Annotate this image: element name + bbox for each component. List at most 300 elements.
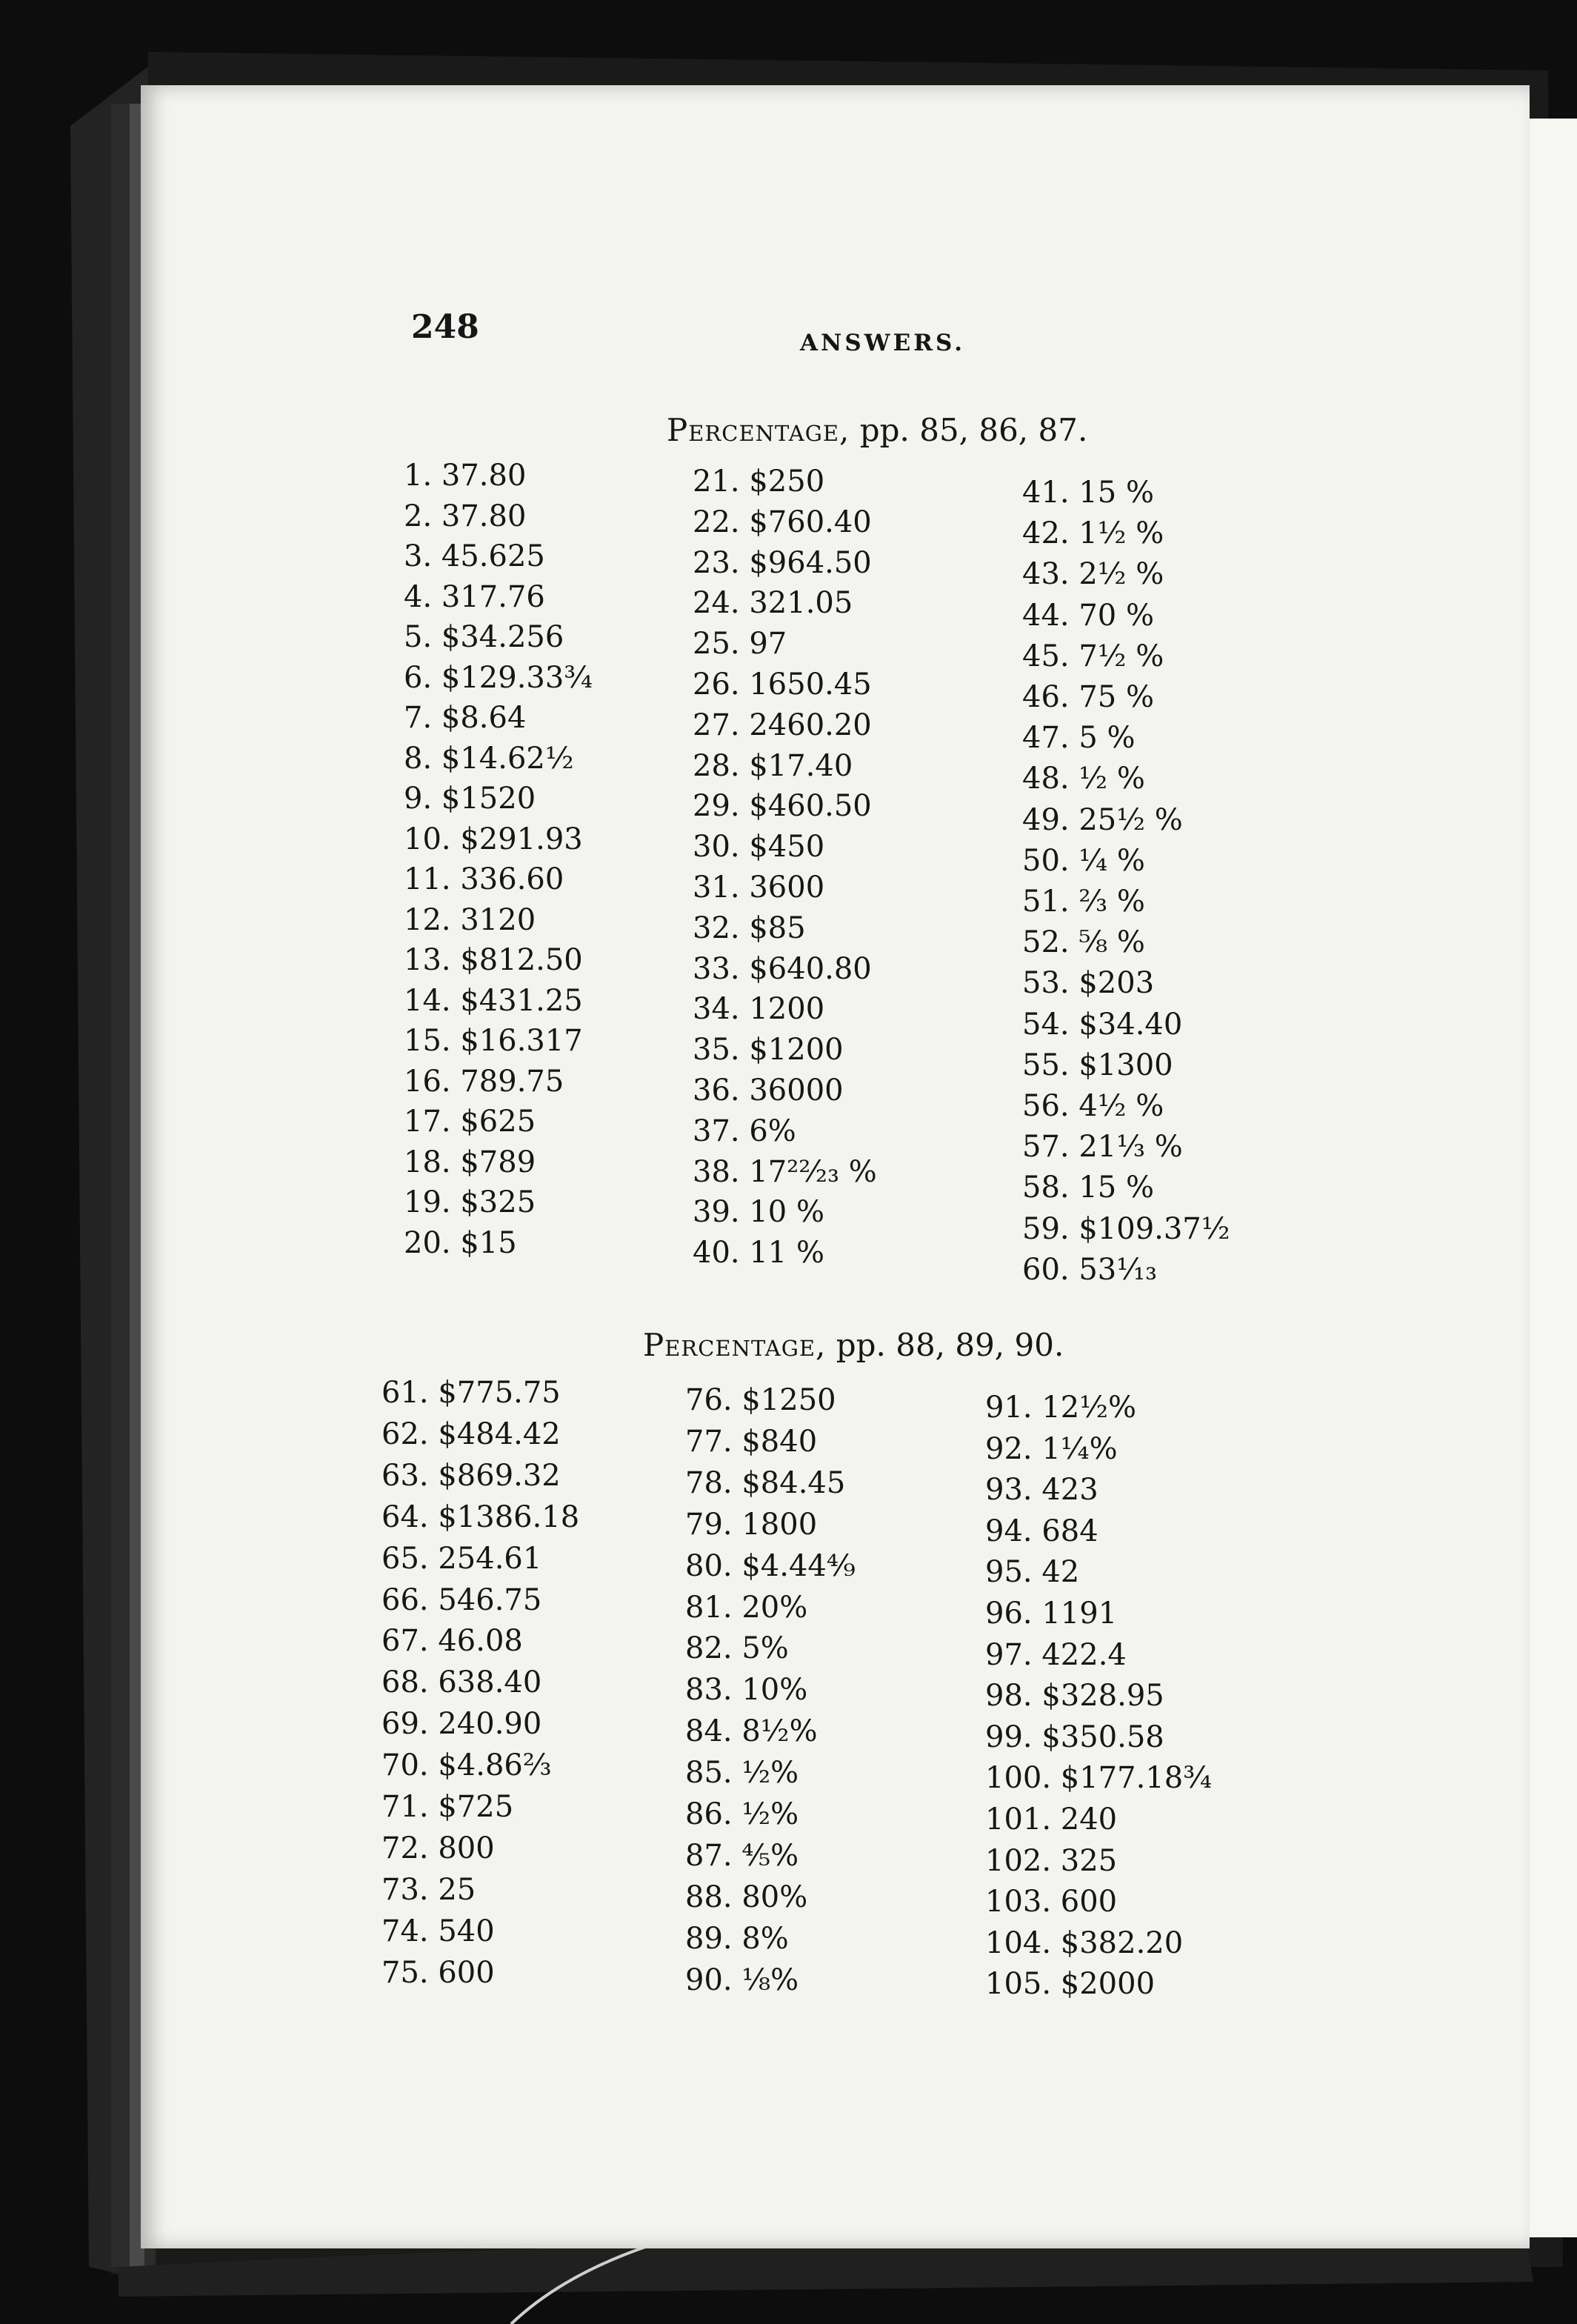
answer-item [381, 1955, 495, 1990]
answer-value: 423 [1041, 1473, 1098, 1508]
answer-value: 75 % [1078, 680, 1154, 714]
answer-number: 38. [693, 1154, 740, 1189]
answer-value: $382.20 [1060, 1925, 1184, 1960]
answer-item [685, 1507, 818, 1542]
answer-number: 50. [1022, 843, 1070, 878]
section-heading-pages: pp. 88, 89, 90. [836, 1327, 1064, 1363]
answer-item [381, 1872, 476, 1907]
answer-number: 85. [685, 1756, 733, 1791]
answer-number: 16. [404, 1064, 451, 1099]
answer-item [381, 1748, 552, 1783]
answer-value: 17²²⁄₂₃ % [749, 1154, 877, 1189]
answer-item [985, 1555, 1080, 1590]
answer-value: $250 [749, 465, 825, 499]
answer-value: 97 [749, 627, 787, 662]
answer-value: $775.75 [438, 1376, 561, 1410]
answer-value: $4.86⅔ [438, 1748, 552, 1783]
answer-value: 36000 [749, 1073, 844, 1108]
answer-value: $328.95 [1041, 1679, 1164, 1714]
answer-item [985, 1596, 1118, 1631]
answer-item [404, 945, 583, 975]
answer-number: 71. [381, 1790, 429, 1824]
answer-item [685, 1838, 799, 1873]
answer-item [404, 1145, 536, 1179]
answer-item [985, 1967, 1156, 2002]
answer-value: $450 [749, 830, 825, 865]
answer-number: 19. [404, 1185, 451, 1219]
running-header: ANSWERS. [800, 330, 966, 356]
section-heading-pages: pp. 85, 86, 87. [859, 412, 1088, 448]
answer-value: 1650.45 [749, 667, 872, 702]
answer-number: 9. [404, 782, 433, 816]
answer-item [381, 1624, 523, 1659]
answer-number: 59. [1022, 1211, 1070, 1246]
answer-item [404, 1225, 517, 1260]
page-number: 248 [411, 308, 479, 346]
answer-item [1022, 966, 1155, 1001]
answer-value: 422.4 [1041, 1637, 1127, 1672]
answer-value: $85 [749, 910, 806, 945]
answer-number: 27. [693, 707, 740, 742]
answer-item [381, 1914, 495, 1948]
answer-number: 53. [1022, 966, 1070, 1001]
answer-item [404, 983, 583, 1018]
answer-number: 10. [404, 822, 451, 856]
answer-item [985, 1516, 1098, 1546]
answer-value: 1191 [1041, 1596, 1118, 1631]
answer-number: 84. [685, 1714, 733, 1749]
answer-item [985, 1885, 1118, 1920]
answer-number: 46. [1022, 680, 1070, 714]
answer-number: 88. [685, 1879, 733, 1914]
answer-item [685, 1799, 798, 1829]
answer-value: 336.60 [460, 862, 564, 896]
answer-value: ⅛% [741, 1962, 799, 1997]
answer-item [693, 830, 825, 865]
answer-item [1022, 1252, 1158, 1287]
answer-value: 8% [741, 1921, 789, 1956]
answer-item [1022, 1007, 1183, 1042]
answer-number: 75. [381, 1955, 429, 1990]
answer-item [693, 789, 872, 824]
answer-item [404, 822, 583, 856]
answer-item [685, 1879, 808, 1914]
answer-number: 49. [1022, 802, 1070, 837]
answer-item [685, 1714, 818, 1749]
answer-number: 20. [404, 1225, 451, 1260]
answer-number: 48. [1022, 762, 1070, 796]
answer-item [693, 1195, 824, 1230]
answer-value: 6% [749, 1113, 796, 1148]
answer-item [404, 539, 545, 573]
answer-item [693, 507, 872, 537]
answer-number: 81. [685, 1590, 733, 1625]
answer-number: 5. [404, 620, 433, 654]
answer-number: 24. [693, 586, 740, 621]
answer-value: $1200 [749, 1033, 844, 1068]
answer-value: 317.76 [441, 579, 545, 614]
answer-number: 57. [1022, 1130, 1070, 1165]
answer-value: $1520 [441, 782, 536, 816]
answer-item [1022, 1171, 1154, 1205]
answer-value: $17.40 [749, 748, 853, 783]
answer-value: $14.62½ [441, 741, 574, 776]
answer-number: 18. [404, 1145, 451, 1179]
answer-number: 58. [1022, 1171, 1070, 1205]
answer-value: 5 % [1078, 721, 1136, 756]
answer-item [404, 459, 527, 493]
answer-value: ½% [741, 1797, 799, 1831]
answer-number: 97. [985, 1637, 1033, 1672]
answer-item [1022, 1048, 1173, 1082]
answer-item [685, 1673, 808, 1708]
answer-value: 254.61 [438, 1541, 542, 1576]
answer-value: 15 % [1078, 476, 1154, 510]
answer-value: 53¹⁄₁₃ [1078, 1252, 1158, 1287]
answer-item [381, 1792, 513, 1822]
answer-item [693, 1073, 844, 1108]
answer-number: 12. [404, 902, 451, 937]
answer-item [404, 1105, 536, 1139]
answer-value: 25½ % [1078, 802, 1183, 837]
answer-value: 21⅓ % [1078, 1130, 1183, 1165]
answer-item [404, 499, 527, 533]
answer-number: 47. [1022, 721, 1070, 756]
answer-item [685, 1921, 789, 1956]
answer-item [693, 748, 853, 783]
answer-value: 46.08 [438, 1624, 523, 1659]
answer-number: 103. [985, 1885, 1052, 1920]
answer-item [685, 1962, 799, 1997]
answer-item [985, 1802, 1118, 1837]
answer-value: 11 % [749, 1236, 824, 1271]
answer-item [985, 1637, 1127, 1672]
answer-number: 79. [685, 1507, 733, 1542]
answer-item [1022, 516, 1164, 551]
answer-item [685, 1756, 799, 1791]
answer-value: 800 [438, 1831, 495, 1865]
answer-number: 82. [685, 1631, 733, 1666]
answer-item [1022, 1211, 1230, 1246]
answer-value: $4.44⁴⁄₉ [741, 1548, 856, 1583]
answer-value: 325 [1060, 1843, 1118, 1878]
answer-value: 638.40 [438, 1665, 542, 1700]
answer-number: 83. [685, 1673, 733, 1708]
answer-number: 29. [693, 789, 740, 824]
answer-item [685, 1465, 846, 1500]
answer-item [404, 660, 593, 695]
answer-value: $640.80 [749, 951, 872, 986]
answer-value: 70 % [1078, 598, 1154, 633]
answer-item [1022, 925, 1145, 960]
answer-value: 1½ % [1078, 516, 1164, 551]
answer-number: 34. [693, 992, 740, 1027]
answer-number: 102. [985, 1843, 1052, 1878]
answer-number: 69. [381, 1707, 429, 1742]
answer-number: 89. [685, 1921, 733, 1956]
answer-number: 63. [381, 1458, 429, 1493]
answer-item [985, 1431, 1118, 1466]
answer-value: $34.40 [1078, 1007, 1183, 1042]
answer-number: 65. [381, 1541, 429, 1576]
answer-value: 8½% [741, 1714, 818, 1749]
answer-item [1022, 885, 1145, 919]
answer-value: 45.625 [441, 539, 545, 573]
answer-item [381, 1458, 561, 1493]
answer-value: ¼ % [1078, 843, 1145, 878]
answer-item [1022, 802, 1183, 837]
answer-number: 94. [985, 1514, 1033, 1548]
answer-item [404, 1064, 564, 1099]
section-heading [667, 412, 1088, 448]
answer-value: $460.50 [749, 789, 872, 824]
answer-item [985, 1761, 1212, 1796]
answer-number: 100. [985, 1761, 1052, 1796]
answer-item [1022, 721, 1136, 756]
answer-item [985, 1843, 1118, 1878]
answer-item [985, 1925, 1184, 1960]
answer-value: $203 [1078, 966, 1155, 1001]
answer-item [404, 1185, 536, 1219]
answer-value: ½% [741, 1756, 799, 1791]
answer-number: 54. [1022, 1007, 1070, 1042]
answer-item [1022, 682, 1154, 712]
answer-value: $325 [460, 1185, 536, 1219]
answer-number: 86. [685, 1797, 733, 1831]
answer-item [693, 951, 872, 986]
answer-value: 25 [438, 1872, 476, 1907]
answer-value: $34.256 [441, 620, 564, 654]
answer-number: 6. [404, 660, 433, 695]
answer-item [404, 579, 545, 614]
answer-item [404, 741, 574, 776]
answer-value: 20% [741, 1590, 808, 1625]
answer-value: 42 [1041, 1555, 1080, 1590]
answer-item [1022, 557, 1164, 592]
answer-value: 15 % [1078, 1171, 1154, 1205]
answer-number: 36. [693, 1073, 740, 1108]
answer-item [381, 1541, 542, 1576]
answer-item [693, 1236, 824, 1271]
answer-item [685, 1590, 808, 1625]
answer-item [693, 545, 872, 580]
answer-value: 4½ % [1078, 1089, 1164, 1123]
answer-number: 70. [381, 1748, 429, 1783]
answer-value: 2½ % [1078, 557, 1164, 592]
answer-value: 789.75 [460, 1064, 564, 1099]
answer-value: ⅔ % [1078, 885, 1145, 919]
answer-item [404, 782, 536, 816]
answer-value: $109.37½ [1078, 1211, 1230, 1246]
answer-value: 1¼% [1041, 1431, 1118, 1466]
answer-number: 39. [693, 1195, 740, 1230]
answer-item [693, 1113, 796, 1148]
answer-item [404, 622, 564, 652]
answer-item [685, 1424, 818, 1459]
answer-item [381, 1499, 580, 1534]
answer-value: $484.42 [438, 1416, 561, 1451]
answer-item [693, 870, 825, 905]
answer-item [404, 703, 526, 733]
answer-item [685, 1385, 836, 1415]
answer-value: $869.32 [438, 1458, 561, 1493]
answer-number: 73. [381, 1872, 429, 1907]
answer-number: 13. [404, 943, 451, 977]
answer-value: $16.317 [460, 1024, 583, 1058]
answer-value: $350.58 [1041, 1719, 1164, 1754]
answer-value: 2460.20 [749, 707, 872, 742]
answer-number: 37. [693, 1113, 740, 1148]
answer-item [404, 902, 536, 937]
answer-value: 600 [1060, 1885, 1118, 1920]
answer-value: $725 [438, 1790, 514, 1824]
answer-number: 31. [693, 870, 740, 905]
answer-number: 99. [985, 1719, 1033, 1754]
answer-value: $760.40 [749, 505, 872, 539]
answer-value: 540 [438, 1914, 495, 1948]
answer-number: 87. [685, 1838, 733, 1873]
answer-value: $84.45 [741, 1465, 846, 1500]
answer-number: 91. [985, 1391, 1033, 1425]
answer-number: 104. [985, 1925, 1052, 1960]
answer-number: 2. [404, 499, 433, 533]
answer-item [404, 862, 564, 896]
answer-number: 28. [693, 748, 740, 783]
answer-value: $1386.18 [438, 1499, 580, 1534]
answer-value: 1800 [741, 1507, 818, 1542]
answer-value: ⅘% [741, 1838, 799, 1873]
answer-number: 40. [693, 1236, 740, 1271]
answer-number: 4. [404, 579, 433, 614]
answer-number: 96. [985, 1596, 1033, 1631]
answer-number: 33. [693, 951, 740, 986]
section-heading-word: Percentage, [667, 412, 850, 448]
answer-item [693, 1154, 877, 1189]
answer-value: 240 [1060, 1802, 1118, 1837]
answer-number: 41. [1022, 476, 1070, 510]
answer-value: $431.25 [460, 983, 583, 1018]
answer-number: 45. [1022, 639, 1070, 673]
answer-number: 90. [685, 1962, 733, 1997]
answer-number: 95. [985, 1555, 1033, 1590]
answer-item [985, 1719, 1164, 1754]
answer-item [381, 1831, 495, 1865]
answer-number: 51. [1022, 885, 1070, 919]
answer-item [381, 1416, 561, 1451]
answer-number: 8. [404, 741, 433, 776]
answer-item [381, 1665, 542, 1700]
answer-number: 21. [693, 465, 740, 499]
answer-value: $1300 [1078, 1048, 1173, 1082]
answer-item [1022, 1130, 1183, 1165]
answer-value: $1250 [741, 1383, 836, 1417]
answer-number: 15. [404, 1024, 451, 1058]
answer-number: 77. [685, 1424, 733, 1459]
answer-value: 37.80 [441, 499, 527, 533]
answer-item [693, 992, 825, 1027]
answer-number: 3. [404, 539, 433, 573]
answer-value: 10% [741, 1673, 808, 1708]
answer-item [1022, 476, 1154, 510]
answer-value: $291.93 [460, 822, 583, 856]
answer-value: $964.50 [749, 545, 872, 580]
answer-value: 546.75 [438, 1582, 542, 1617]
answer-number: 78. [685, 1465, 733, 1500]
answer-item [985, 1391, 1137, 1425]
answer-value: $8.64 [441, 701, 527, 735]
answer-number: 52. [1022, 925, 1070, 960]
answer-value: $177.18¾ [1060, 1761, 1212, 1796]
answer-number: 66. [381, 1582, 429, 1617]
answer-item [985, 1473, 1098, 1508]
answer-value: $2000 [1060, 1967, 1156, 2002]
answer-number: 92. [985, 1431, 1033, 1466]
answer-item [693, 707, 872, 742]
section-heading [643, 1327, 1064, 1363]
answer-value: 240.90 [438, 1707, 542, 1742]
answer-number: 55. [1022, 1048, 1070, 1082]
answer-number: 44. [1022, 598, 1070, 633]
answer-number: 14. [404, 983, 451, 1018]
answer-value: ⅝ % [1078, 925, 1145, 960]
answer-number: 74. [381, 1914, 429, 1948]
answer-item [381, 1707, 542, 1742]
answer-number: 17. [404, 1105, 451, 1139]
answer-item [381, 1582, 542, 1617]
answer-value: 7½ % [1078, 639, 1164, 673]
answer-item [404, 1026, 583, 1056]
answer-number: 61. [381, 1376, 429, 1410]
answer-number: 35. [693, 1033, 740, 1068]
answer-item [1022, 762, 1145, 796]
answer-item [1022, 639, 1164, 673]
answer-number: 64. [381, 1499, 429, 1534]
answer-value: 12½% [1041, 1391, 1137, 1425]
answer-number: 101. [985, 1802, 1052, 1837]
answer-number: 67. [381, 1624, 429, 1659]
answer-number: 25. [693, 627, 740, 662]
answer-value: 3600 [749, 870, 825, 905]
answer-number: 26. [693, 667, 740, 702]
answer-value: 37.80 [441, 459, 527, 493]
answer-number: 98. [985, 1679, 1033, 1714]
answer-value: 10 % [749, 1195, 824, 1230]
answer-item [693, 1033, 844, 1068]
answer-number: 1. [404, 459, 433, 493]
section-heading-word: Percentage, [643, 1327, 827, 1363]
answer-item [1022, 843, 1145, 878]
answer-value: $129.33¾ [441, 660, 593, 695]
answer-item [1022, 598, 1154, 633]
answer-number: 72. [381, 1831, 429, 1865]
answer-item [693, 910, 806, 945]
answer-value: 80% [741, 1879, 808, 1914]
answer-number: 32. [693, 910, 740, 945]
answer-number: 11. [404, 862, 451, 896]
answer-item [693, 465, 825, 499]
answer-item [1022, 1091, 1164, 1121]
answer-number: 60. [1022, 1252, 1070, 1287]
answer-value: ½ % [1078, 762, 1145, 796]
answer-number: 76. [685, 1383, 733, 1417]
answer-number: 56. [1022, 1089, 1070, 1123]
answer-value: 1200 [749, 992, 825, 1027]
answer-number: 7. [404, 701, 433, 735]
answer-value: $840 [741, 1424, 818, 1459]
answer-number: 68. [381, 1665, 429, 1700]
answer-number: 80. [685, 1548, 733, 1583]
answer-number: 30. [693, 830, 740, 865]
